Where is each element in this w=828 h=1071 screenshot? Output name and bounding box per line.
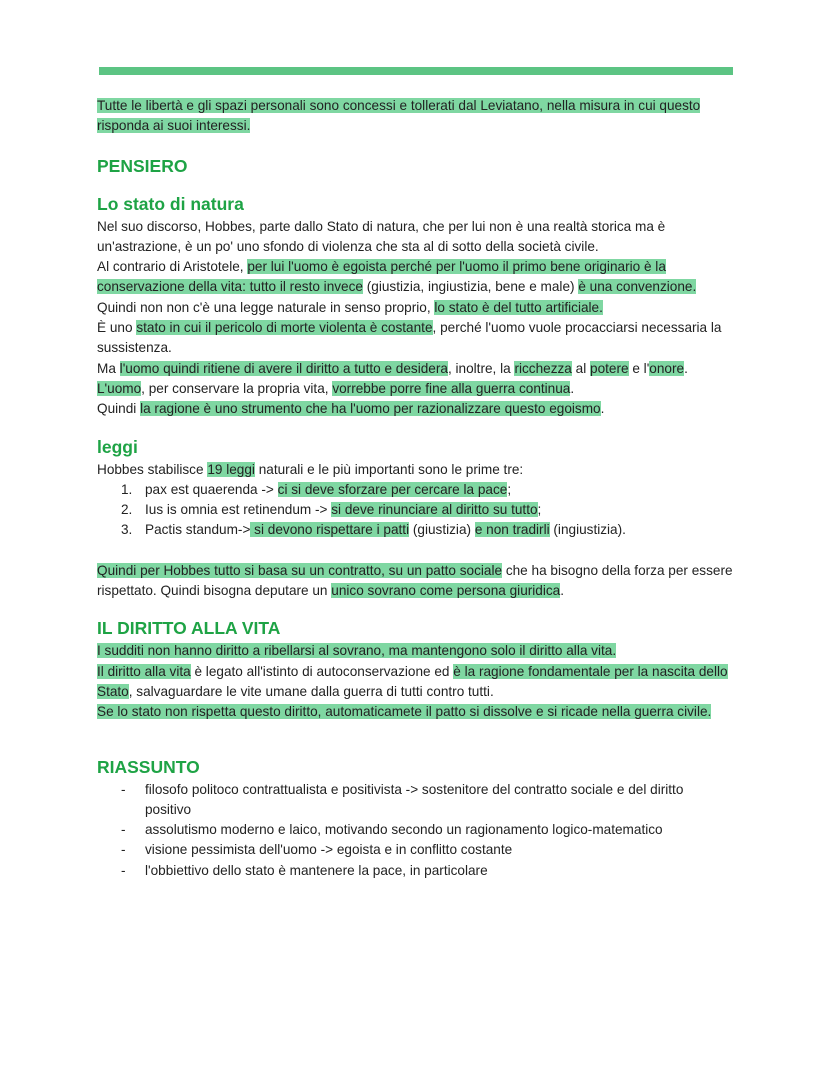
paragraph <box>97 561 737 602</box>
paragraph <box>97 399 737 419</box>
list-dash: - <box>121 862 126 878</box>
paragraph <box>97 641 737 661</box>
text: Quindi <box>97 401 141 417</box>
text: . <box>600 401 605 417</box>
section-title-riassunto: RIASSUNTO <box>97 756 200 777</box>
list-item <box>97 840 737 860</box>
text: ; <box>537 502 542 518</box>
highlight: la ragione è uno strumento che ha l'uomo per razionalizzare questo egoismo <box>140 401 601 417</box>
highlight: si devono rispettare i patti <box>250 522 410 538</box>
list-item <box>97 780 737 821</box>
text: , salvaguardare le vite umane dalla guerra di tutti contro tutti. <box>128 683 494 699</box>
highlight: stato in cui il pericolo di morte violenta è costante <box>136 320 433 336</box>
highlight: Se lo stato non rispetta questo diritto, automaticamete il patto si dissolve e si ricade nella guerra civile. <box>97 704 712 720</box>
list-item <box>97 861 737 881</box>
highlight: si deve rinunciare al diritto su tutto <box>331 502 538 518</box>
highlight: l'uomo quindi ritiene di avere il diritto a tutto e desidera <box>119 360 448 376</box>
laws-list <box>97 480 737 541</box>
paragraph <box>97 460 737 480</box>
text: , inoltre, la <box>447 360 515 376</box>
list-number: 2. <box>121 502 133 518</box>
highlight: I sudditi non hanno diritto a ribellarsi al sovrano, ma mantengono solo il diritto alla vita. <box>97 643 617 659</box>
intro-paragraph <box>97 96 737 137</box>
text: visione pessimista dell'uomo -> egoista e in conflitto costante <box>145 842 513 858</box>
text: Hobbes stabilisce <box>97 461 208 477</box>
highlight: vorrebbe porre fine alla guerra continua <box>332 380 571 396</box>
text: . <box>684 360 688 376</box>
text: che ha bisogno della forza per essere rispettato. Quindi bisogna deputare un <box>97 562 733 599</box>
paragraph <box>97 662 737 703</box>
text: e l' <box>628 360 650 376</box>
paragraph <box>97 379 737 399</box>
highlight: è una convenzione. <box>578 279 697 295</box>
highlight: lo stato è del tutto artificiale. <box>434 299 603 315</box>
list-dash: - <box>121 842 126 858</box>
list-item <box>97 820 737 840</box>
subtitle-stato-di-natura: Lo stato di natura <box>97 193 244 214</box>
text: pax est quaerenda -> <box>145 481 278 497</box>
highlight: L'uomo <box>97 380 142 396</box>
document-body <box>97 96 737 881</box>
highlight: è la ragione fondamentale per la nascita dello Stato <box>97 663 728 699</box>
highlight: unico sovrano come persona giuridica <box>331 583 561 599</box>
text: Al contrario di Aristotele, <box>97 259 248 275</box>
paragraph <box>97 257 737 318</box>
paragraph <box>97 359 737 379</box>
highlight: per lui l'uomo è egoista perché per l'uomo il primo bene originario è la conservazione della vita: tutto il resto invece <box>97 259 666 295</box>
list-dash: - <box>121 781 126 797</box>
section-title-diritto: IL DIRITTO ALLA VITA <box>97 618 281 639</box>
text: (giustizia, ingiustizia, bene e male) <box>362 279 579 295</box>
text: È uno <box>97 320 137 336</box>
highlight: Il diritto alla vita <box>97 663 191 679</box>
text: Quindi non non c'è una legge naturale in senso proprio, <box>97 299 435 315</box>
highlight: ci si deve sforzare per cercare la pace <box>277 481 508 497</box>
text: (giustizia) <box>409 522 475 538</box>
text: ; <box>507 481 512 497</box>
list-number: 1. <box>121 481 133 497</box>
highlight: Tutte le libertà e gli spazi personali sono concessi e tollerati dal Leviatano, nella misura in cui questo risponda ai suoi interessi. <box>97 98 701 134</box>
text: l'obbiettivo dello stato è mantenere la pace, in particolare <box>145 862 488 878</box>
text: al <box>571 360 591 376</box>
top-divider-bar <box>99 67 733 75</box>
text: . <box>560 583 565 599</box>
summary-list <box>97 780 737 881</box>
text: filosofo politoco contrattualista e positivista -> sostenitore del contratto sociale e del diritto positivo <box>145 781 684 817</box>
list-item <box>97 500 737 520</box>
text: , perché l'uomo vuole procacciarsi necessaria la sussistenza. <box>97 320 722 356</box>
list-number: 3. <box>121 522 133 538</box>
section-title-pensiero: PENSIERO <box>97 155 188 176</box>
paragraph <box>97 702 737 722</box>
highlight: ricchezza <box>514 360 572 376</box>
text: , per conservare la propria vita, <box>141 380 333 396</box>
text: Ma <box>97 360 120 376</box>
text: è legato all'istinto di autoconservazione ed <box>190 663 454 679</box>
highlight: Quindi per Hobbes tutto si basa su un contratto, su un patto sociale <box>97 562 503 578</box>
subtitle-leggi: leggi <box>97 436 138 457</box>
text: Ius is omnia est retinendum -> <box>145 502 332 518</box>
text: assolutismo moderno e laico, motivando secondo un ragionamento logico-matematico <box>145 822 663 838</box>
text: Pactis standum-> <box>145 522 251 538</box>
paragraph <box>97 318 737 359</box>
highlight: e non tradirli <box>474 522 550 538</box>
text: naturali e le più importanti sono le prime tre: <box>254 461 524 477</box>
list-item <box>97 520 737 540</box>
highlight: potere <box>590 360 629 376</box>
highlight: onore <box>649 360 685 376</box>
list-item <box>97 480 737 500</box>
paragraph: Nel suo discorso, Hobbes, parte dallo Stato di natura, che per lui non è una realtà storica ma è un'astrazione, è un po' uno sfondo di violenza che sta al di sotto della società civile. <box>97 218 666 254</box>
highlight: 19 leggi <box>207 461 255 477</box>
list-dash: - <box>121 822 126 838</box>
text: (ingiustizia). <box>549 522 626 538</box>
text: . <box>570 380 575 396</box>
